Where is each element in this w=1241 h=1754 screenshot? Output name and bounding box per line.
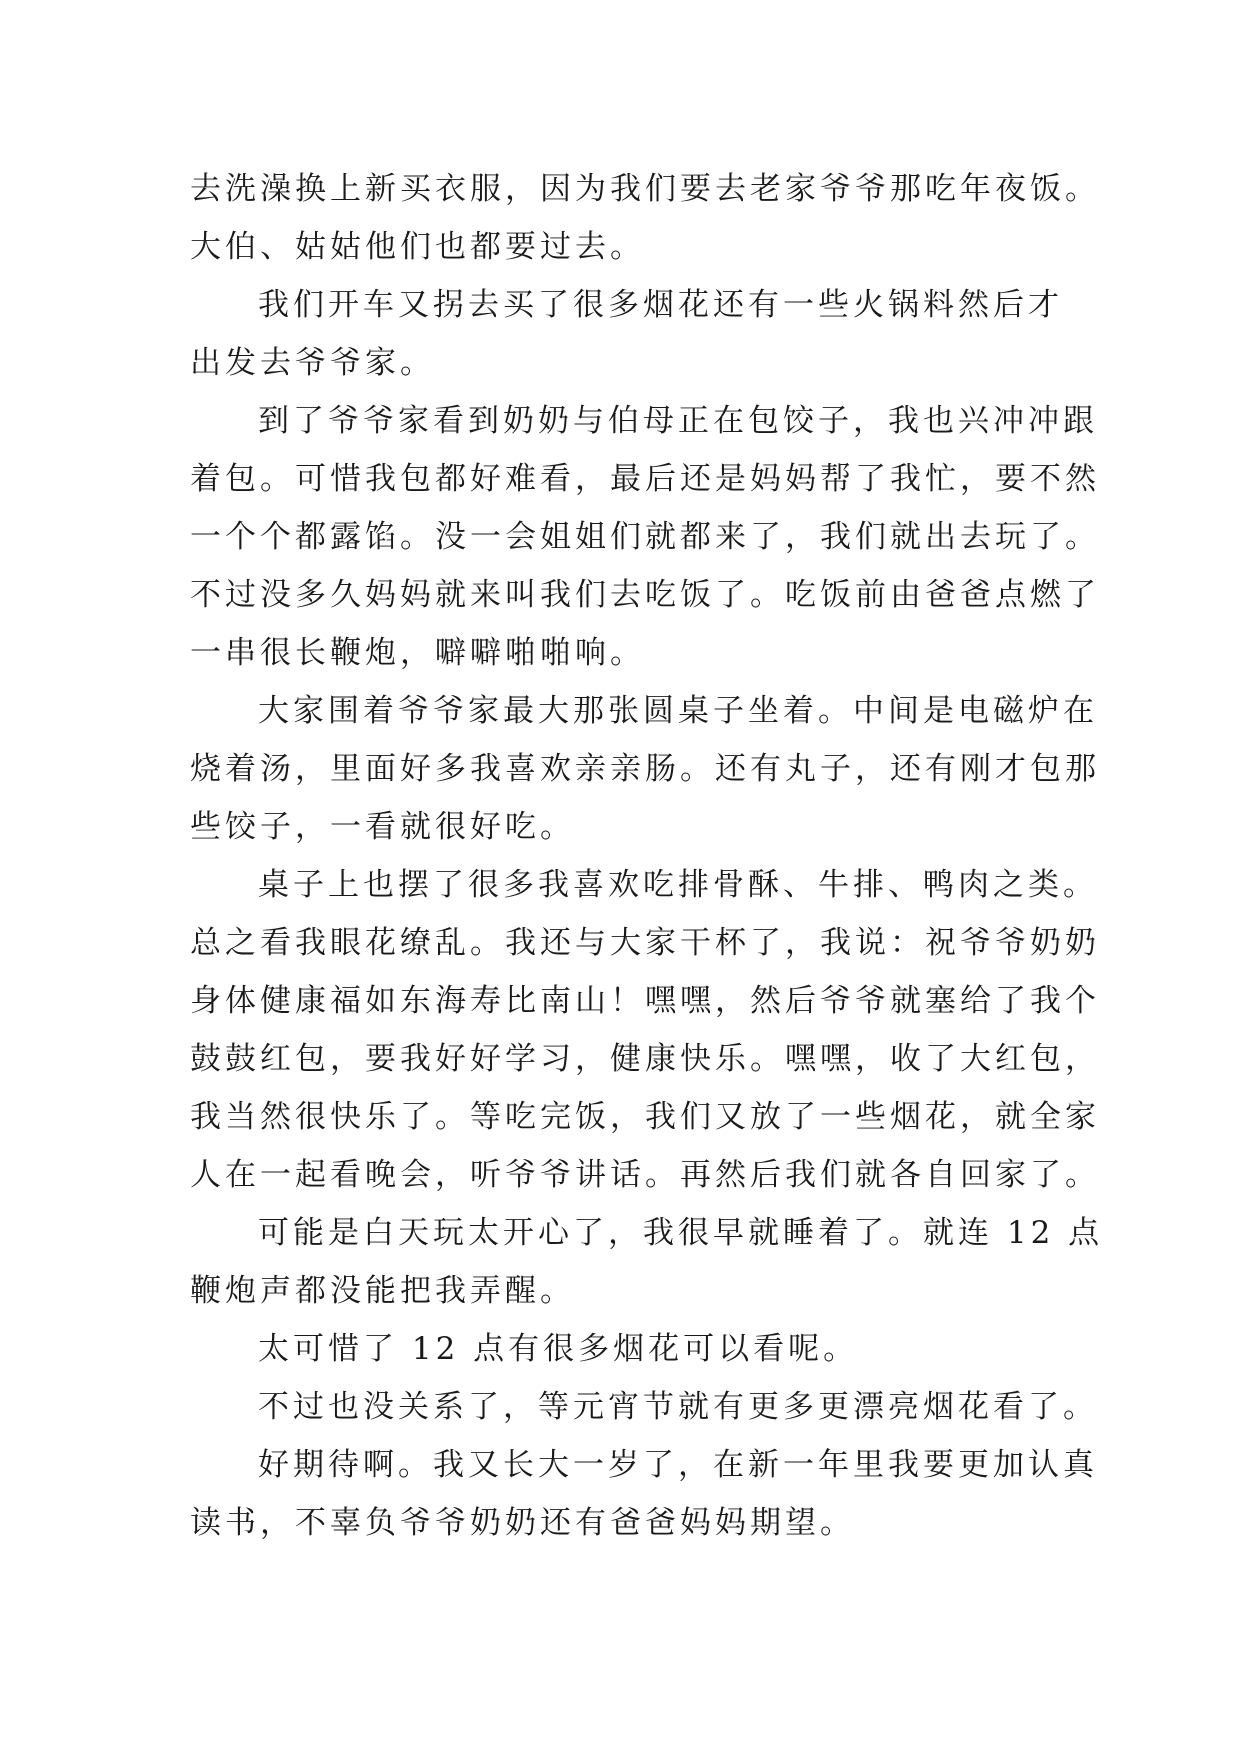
text-line: 桌子上也摆了很多我喜欢吃排骨酥、牛排、鸭肉之类。 xyxy=(258,867,1098,903)
text-line: 读书，不辜负爷爷奶奶还有爸爸妈妈期望。 xyxy=(190,1505,855,1541)
text-line: 到了爷爷家看到奶奶与伯母正在包饺子，我也兴冲冲跟 xyxy=(258,403,1098,439)
text-line: 鞭炮声都没能把我弄醒。 xyxy=(190,1273,575,1309)
text-line: 着包。可惜我包都好难看，最后还是妈妈帮了我忙，要不然 xyxy=(190,461,1100,497)
text-line: 我们开车又拐去买了很多烟花还有一些火锅料然后才 xyxy=(258,287,1063,323)
text-line: 好期待啊。我又长大一岁了，在新一年里我要更加认真 xyxy=(258,1447,1098,1483)
text-line: 我当然很快乐了。等吃完饭，我们又放了一些烟花，就全家 xyxy=(190,1099,1100,1135)
text-line: 总之看我眼花缭乱。我还与大家干杯了，我说：祝爷爷奶奶 xyxy=(190,925,1100,961)
text-line: 大伯、姑姑他们也都要过去。 xyxy=(190,229,645,265)
text-line: 可能是白天玩太开心了，我很早就睡着了。就连 12 点 xyxy=(258,1215,1104,1251)
text-line: 鼓鼓红包，要我好好学习，健康快乐。嘿嘿，收了大红包， xyxy=(190,1041,1100,1077)
text-line: 大家围着爷爷家最大那张圆桌子坐着。中间是电磁炉在 xyxy=(258,693,1098,729)
text-line: 些饺子，一看就很好吃。 xyxy=(190,809,575,845)
text-line: 不过也没关系了，等元宵节就有更多更漂亮烟花看了。 xyxy=(258,1389,1098,1425)
text-line: 一个个都露馅。没一会姐姐们就都来了，我们就出去玩了。 xyxy=(190,519,1100,555)
text-line: 一串很长鞭炮，噼噼啪啪响。 xyxy=(190,635,645,671)
text-line: 去洗澡换上新买衣服，因为我们要去老家爷爷那吃年夜饭。 xyxy=(190,171,1100,207)
text-line: 出发去爷爷家。 xyxy=(190,345,435,381)
document-body xyxy=(190,160,1104,1552)
text-line: 身体健康福如东海寿比南山！嘿嘿，然后爷爷就塞给了我个 xyxy=(190,983,1100,1019)
text-line: 人在一起看晚会，听爷爷讲话。再然后我们就各自回家了。 xyxy=(190,1157,1100,1193)
text-line: 太可惜了 12 点有很多烟花可以看呢。 xyxy=(258,1331,859,1367)
text-line: 不过没多久妈妈就来叫我们去吃饭了。吃饭前由爸爸点燃了 xyxy=(190,577,1100,613)
text-line: 烧着汤，里面好多我喜欢亲亲肠。还有丸子，还有刚才包那 xyxy=(190,751,1100,787)
